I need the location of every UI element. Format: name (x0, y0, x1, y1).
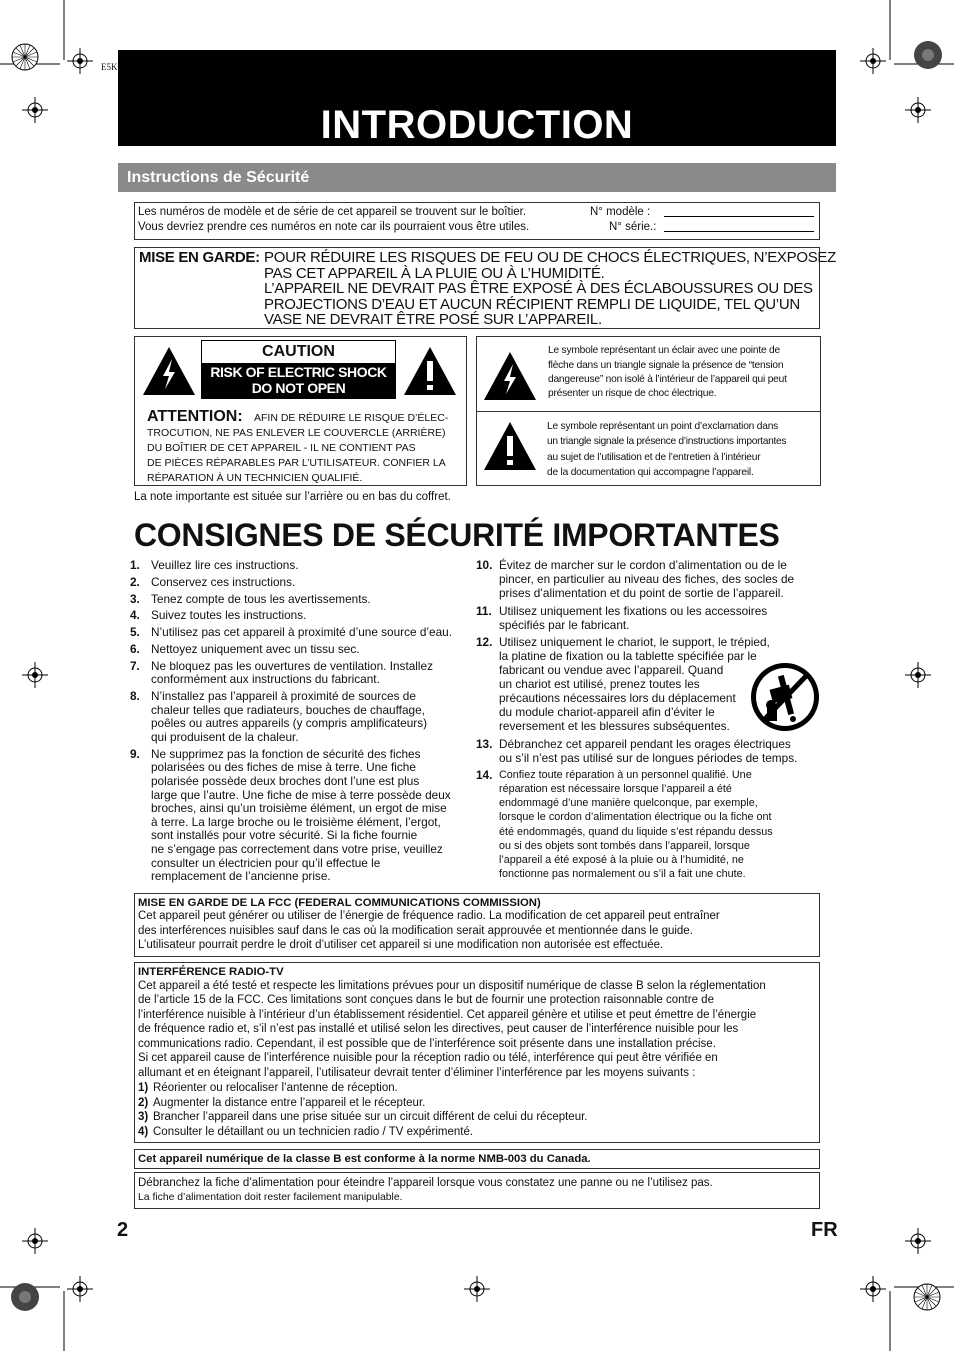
instruction-text: qui produisent de la chaleur. (151, 729, 299, 744)
serial-field-line (664, 231, 814, 232)
radio-tv-line: l’interférence nuisible à l’intérieur d’un établissement résidentiel. Cet appareil génère et utilise et peut émettre de l’énergie (138, 1008, 757, 1021)
instruction-text: Suivez toutes les instructions. (151, 608, 307, 623)
lightning-symbol-icon (482, 350, 538, 402)
model-label: N° modèle : (590, 206, 651, 218)
instruction-text: chaleur telles que radiateurs, bouches de chauffage, (151, 702, 425, 717)
warning-line: POUR RÉDUIRE LES RISQUES DE FEU OU DE CHOCS ÉLECTRIQUES, N’EXPOSEZ (264, 249, 836, 266)
attention-line: AFIN DE RÉDUIRE LE RISQUE D’ÉLEC- (254, 412, 449, 424)
instruction-text: broches, ainsi qu’un troisième élément, un ergot de mise (151, 801, 447, 816)
unplug-line2: La fiche d’alimentation doit rester facilement manipulable. (138, 1192, 403, 1203)
section-title: Instructions de Sécurité (127, 169, 310, 186)
instruction-text: Veuillez lire ces instructions. (151, 558, 299, 572)
instruction-text: prises d’alimentation et du point de sortie de l’appareil. (499, 586, 784, 601)
instruction-number: 10. (476, 558, 493, 572)
warning-label: MISE EN GARDE: (139, 249, 260, 266)
crosshair-icon (22, 97, 48, 123)
instruction-text: pincer, en particulier au niveau des fiches, des socles de (499, 572, 795, 587)
instruction-text: précautions nécessaires lors du déplacement (499, 691, 736, 706)
instruction-text: ou si des objets sont tombés dans l’appareil, lorsque (499, 839, 750, 852)
cart-warning-icon (749, 661, 821, 733)
attention-line: RÉPARATION À UN TECHNICIEN QUALIFIÉ. (147, 472, 363, 484)
attention-line: DE PIÈCES RÉPARABLES PAR L’UTILISATEUR. CONFIER LA (147, 457, 446, 469)
radio-tv-line: Cet appareil a été testé et respecte les limitations prévues pour un dispositif numérique de classe B selon la réglementation (138, 980, 766, 992)
crosshair-icon (905, 1228, 931, 1254)
attention-line: TROCUTION, NE PAS ENLEVER LE COUVERCLE (ARRIÈRE) (147, 427, 446, 439)
instruction-text: Tenez compte de tous les avertissements. (151, 591, 371, 606)
instruction-text: Débranchez cet appareil pendant les orages électriques (499, 736, 791, 751)
corner-code: E5K (101, 62, 118, 72)
lightning-warning-icon (141, 345, 197, 397)
instruction-text: Ne supprimez pas la fonction de sécurité des fiches (151, 746, 421, 761)
exclaim-desc-line: un triangle signale la présence d’instructions importantes (547, 436, 787, 447)
registration-target-icon (10, 42, 40, 72)
radio-tv-step-number: 2) (138, 1096, 149, 1109)
instruction-text: N’utilisez pas cet appareil à proximité d’une source d’eau. (151, 625, 452, 640)
page-number: 2 (117, 1219, 129, 1241)
model-info-line2: Vous devriez prendre ces numéros en note car ils pourraient vous être utiles. (138, 221, 530, 233)
warning-line: PROJECTIONS D’EAU ET AUCUN RÉCIPIENT REMPLI DE LIQUIDE, TEL QU’UN (264, 295, 800, 313)
instruction-number: 12. (476, 634, 493, 649)
instruction-text: à terre. La large broche ou le troisième élément, l’ergot, (151, 814, 441, 829)
fcc-line: des interférences nuisibles sauf dans le cas où la modification serait approuvée et mentionnée dans le guide. (138, 924, 693, 937)
unplug-line1: Débranchez la fiche d’alimentation pour éteindre l’appareil lorsque vous constatez une panne ou ne l’utilisez pas. (138, 1177, 713, 1189)
instruction-text: un chariot est utilisé, prenez toutes les (499, 677, 700, 692)
exclaim-desc-line: Le symbole représentant un point d’exclamation dans (547, 421, 779, 432)
fcc-title: MISE EN GARDE DE LA FCC (FEDERAL COMMUNICATIONS COMMISSION) (138, 897, 541, 909)
instruction-text: ne s’engage pas correctement dans votre prise, veuillez (151, 841, 443, 856)
instruction-text: Évitez de marcher sur le cordon d’alimentation ou de le (499, 558, 787, 572)
instruction-text: polarisées ou des fiches de mise à terre. Une fiche (151, 760, 416, 775)
crosshair-icon (860, 48, 886, 74)
attention-line: DU BOÎTIER DE CET APPAREIL - IL NE CONTIENT PAS (147, 442, 416, 454)
crosshair-icon (464, 1276, 490, 1302)
crosshair-icon (22, 662, 48, 688)
fcc-line: Cet appareil peut générer ou utiliser de l’énergie de fréquence radio. La modification de cet appareil peut entraîner (138, 910, 720, 922)
important-note: La note importante est située sur l’arrière ou en bas du coffret. (134, 491, 451, 503)
instruction-text: N’installez pas l’appareil à proximité de sources de (151, 689, 416, 704)
crosshair-icon (860, 1276, 886, 1302)
radio-tv-step-number: 1) (138, 1082, 149, 1095)
crosshair-icon (22, 1228, 48, 1254)
instruction-number: 14. (476, 768, 493, 783)
instruction-text: large que l’autre. Une fiche de mise à terre possède deux (151, 787, 451, 802)
radio-tv-step-text: Brancher l’appareil dans une prise située sur un circuit différent de celui du récepteur. (153, 1111, 588, 1124)
instruction-text: ou s’il n’est pas utilisé sur de longues périodes de temps. (499, 750, 798, 765)
lightning-desc-line: flèche dans un triangle signale la présence de “tension (548, 360, 784, 371)
radio-tv-step-number: 4) (138, 1125, 149, 1138)
instruction-number: 4. (130, 608, 140, 623)
canada-compliance: Cet appareil numérique de la classe B est conforme à la norme NMB-003 du Canada. (138, 1153, 591, 1165)
symbols-divider (476, 411, 821, 412)
caution-sub1: RISK OF ELECTRIC SHOCK (210, 364, 387, 380)
radio-tv-step-text: Consulter le détaillant ou un technicien radio / TV expérimenté. (153, 1125, 474, 1138)
crosshair-icon (905, 662, 931, 688)
instruction-text: du module chariot-appareil afin d’éviter le (499, 705, 715, 720)
lightning-desc-line: Le symbole représentant un éclair avec une pointe de (548, 345, 780, 356)
instruction-text: conformément aux instructions du fabricant. (151, 672, 380, 687)
instruction-number: 3. (130, 591, 140, 606)
instruction-text: polarisée possède deux broches dont l’une est plus (151, 773, 420, 788)
instruction-text: été endommagés, quand du liquide s’est répandu dessus (499, 825, 773, 838)
lightning-desc-line: présenter un risque de choc électrique. (548, 388, 717, 399)
instruction-text: fonctionne pas normalement ou s’il a fait une chute. (499, 867, 746, 880)
instruction-number: 11. (476, 603, 492, 618)
instruction-text: consulter un électricien pour qu’il effectue le (151, 855, 381, 870)
instruction-text: lorsque le cordon d’alimentation électrique ou la fiche ont (499, 811, 772, 824)
lightning-desc-line: dangereuse” non isolé à l’intérieur de l’appareil qui peut (548, 374, 787, 385)
crosshair-icon (67, 1276, 93, 1302)
attention-label: ATTENTION: (147, 408, 243, 425)
instructions-left-column (130, 559, 475, 884)
radio-tv-line: allumant et en éteignant l’appareil, l’utilisateur devrait tenter d’éliminer l’interférence par les moyens suivants : (138, 1066, 696, 1079)
instruction-text: poêles ou autres appareils (y compris amplificateurs) (151, 716, 428, 731)
model-info-line1: Les numéros de modèle et de série de cet appareil se trouvent sur le boîtier. (138, 206, 527, 218)
model-field-line (664, 216, 814, 217)
instruction-number: 2. (130, 574, 140, 589)
caution-title: CAUTION (262, 343, 335, 360)
radio-tv-line: communications radio. Cependant, il est possible que de l’interférence soit présente dans une installation précise. (138, 1037, 716, 1050)
instruction-number: 6. (130, 642, 140, 656)
caution-sub2: DO NOT OPEN (251, 380, 346, 396)
instruction-number: 9. (130, 746, 140, 761)
exclaim-desc-line: au sujet de l’utilisation et de l’entretien à l’intérieur (547, 452, 761, 463)
radio-tv-step-number: 3) (138, 1111, 149, 1124)
instruction-text: Utilisez uniquement les fixations ou les accessoires (499, 603, 768, 618)
instruction-text: la platine de fixation ou la tablette spécifiée par le (499, 648, 757, 663)
radio-tv-step-text: Augmenter la distance entre l’appareil et le récepteur. (153, 1096, 426, 1109)
warning-line: L’APPAREIL NE DEVRAIT PAS ÊTRE EXPOSÉ À DES ÉCLABOUSSURES OU DES (264, 280, 813, 297)
exclamation-warning-icon (402, 345, 458, 397)
instruction-number: 7. (130, 658, 140, 673)
warning-line: VASE NE DEVRAIT ÊTRE POSÉ SUR L’APPAREIL. (264, 311, 602, 328)
instruction-text: remplacement de l’ancienne prise. (151, 869, 331, 884)
radio-tv-line: de fréquence radio et, s’il n’est pas installé et utilisé selon les directives, peut causer de l’interférence nuisible pour les (138, 1023, 739, 1036)
instruction-text: Conservez ces instructions. (151, 574, 296, 589)
instruction-number: 8. (130, 689, 140, 704)
language-code: FR (811, 1219, 838, 1241)
instruction-text: spécifiés par le fabricant. (499, 617, 630, 632)
warning-line: PAS CET APPAREIL À LA PLUIE OU À L’HUMIDITÉ. (264, 264, 605, 282)
instruction-number: 5. (130, 625, 140, 640)
radio-tv-step-text: Réorienter ou relocaliser l’antenne de réception. (153, 1082, 398, 1095)
instruction-text: reversement et les blessures subséquentes. (499, 719, 730, 734)
registration-target-icon (912, 1282, 942, 1312)
instruction-text: sont installés pour votre sécurité. Si la fiche fournie (151, 828, 418, 843)
instruction-text: l’appareil a été exposé à la pluie ou à l’humidité, ne (499, 853, 744, 866)
registration-target-icon (10, 1282, 40, 1312)
crosshair-icon (905, 97, 931, 123)
instruction-text: Utilisez uniquement le chariot, le support, le trépied, (499, 634, 770, 649)
instruction-number: 13. (476, 736, 493, 751)
instruction-text: Nettoyez uniquement avec un tissu sec. (151, 642, 360, 656)
registration-target-icon (913, 40, 943, 70)
serial-label: N° série.: (609, 221, 657, 233)
exclaim-desc-line: de la documentation qui accompagne l’appareil. (547, 467, 754, 478)
radio-tv-title: INTERFÉRENCE RADIO-TV (138, 966, 284, 978)
instruction-text: Confiez toute réparation à un personnel qualifié. Une (499, 769, 752, 782)
exclamation-symbol-icon (482, 420, 538, 472)
consignes-title: CONSIGNES DE SÉCURITÉ IMPORTANTES (134, 517, 780, 553)
instruction-text: réparation est nécessaire lorsque l’appareil a été (499, 783, 732, 796)
instruction-text: Ne bloquez pas les ouvertures de ventilation. Installez (151, 658, 433, 673)
radio-tv-body (138, 979, 818, 1141)
instruction-text: fabricant ou vendue avec l’appareil. Quand (499, 663, 724, 678)
radio-tv-line: de l’article 15 de la FCC. Ces limitations sont conçues dans le but de fournir une protection raisonnable contre de (138, 994, 714, 1007)
radio-tv-line: Si cet appareil cause de l’interférence nuisible pour la réception radio ou télé, interférence qui peut être vérifiée en (138, 1052, 718, 1065)
crosshair-icon (67, 48, 93, 74)
page-title: INTRODUCTION (320, 103, 634, 147)
instruction-text: endommagé d’une manière quelconque, par exemple, (499, 797, 758, 810)
fcc-line: L’utilisateur pourrait perdre le droit d’utiliser cet appareil si une modification non autorisée est effectuée. (138, 939, 664, 951)
instruction-number: 1. (130, 558, 140, 572)
